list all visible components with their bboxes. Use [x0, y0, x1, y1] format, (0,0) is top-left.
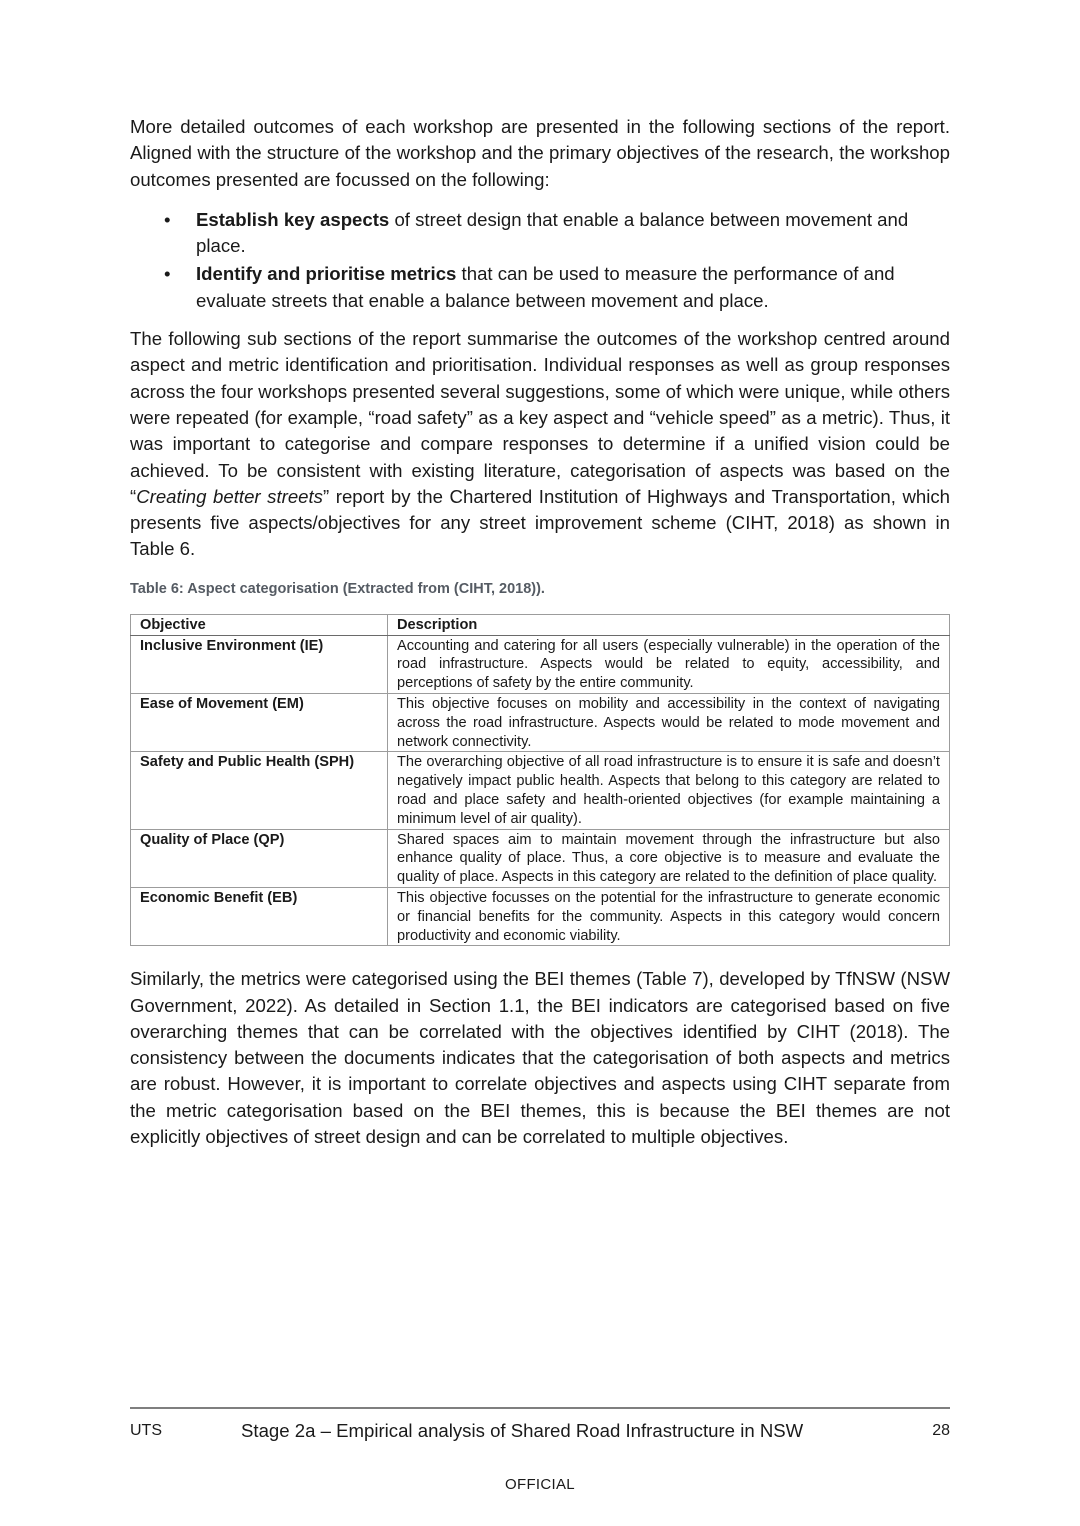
footer-org: UTS	[130, 1422, 162, 1439]
closing-paragraph: Similarly, the metrics were categorised using the BEI themes (Table 7), developed by TfNSW (NSW Government, 2022). As detailed in Section 1.1, the BEI indicators are categorised based on five overarching themes that can be correlated with the objectives identified by CIHT (2018). The consistency between the documents indicates that the categorisation of both aspects and metrics are robust. However, it is important to correlate objectives and aspects using CIHT separate from the metric categorisation based on the BEI themes, this is because the BEI themes are not explicitly objectives of street design and can be correlated to multiple objectives.	[130, 968, 950, 1148]
table-header-row	[131, 614, 950, 635]
document-page	[130, 114, 950, 1150]
bullet-bold-text: Identify and prioritise metrics	[196, 263, 457, 285]
objective-cell: Safety and Public Health (SPH)	[131, 752, 388, 829]
table-caption: Table 6: Aspect categorisation (Extracted from (CIHT, 2018)).	[130, 580, 545, 597]
body-paragraph-part: The following sub sections of the report summarise the outcomes of the workshop centred around aspect and metric identification and prioritisation. Individual responses as well as group responses across the four workshops presented several suggestions, some of which were unique, while others were repeated (for example, “road safety” as a key aspect and “vehicle speed” as a metric). Thus, it was important to categorise and compare responses to determine if a unified vision could be achieved. To be consistent with existing literature, categorisation of aspects was based on the “	[130, 328, 950, 507]
list-item	[130, 207, 950, 260]
page-number: 28	[932, 1422, 950, 1439]
report-title-italic: Creating better streets	[136, 485, 323, 507]
table-row	[131, 752, 950, 829]
objective-cell: Ease of Movement (EM)	[131, 693, 388, 751]
description-cell: The overarching objective of all road infrastructure is to ensure it is safe and doesn’t negatively impact public health. Aspects that belong to this category are related to road and place safety and health-oriented objectives (for example maintaining a minimum level of air quality).	[388, 752, 950, 829]
list-item	[130, 261, 950, 314]
description-cell: Accounting and catering for all users (especially vulnerable) in the operation of the road infrastructure. Aspects would be related to equity, accessibility, and perceptions of safety by the entire community.	[388, 635, 950, 693]
description-cell: This objective focusses on the potential for the infrastructure to generate economic or financial benefits for the community. Aspects in this category would concern productivity and economic viability.	[388, 887, 950, 945]
bullet-icon: •	[164, 208, 171, 230]
classification-label: OFFICIAL	[505, 1476, 575, 1493]
aspect-table	[130, 614, 950, 947]
objective-cell: Economic Benefit (EB)	[131, 887, 388, 945]
body-paragraph	[130, 326, 950, 563]
objective-cell: Inclusive Environment (IE)	[131, 635, 388, 693]
bullet-icon: •	[164, 263, 171, 285]
column-header-objective: Objective	[131, 614, 388, 635]
footer-divider	[130, 1407, 950, 1409]
intro-paragraph: More detailed outcomes of each workshop are presented in the following sections of the report. Aligned with the structure of the workshop and the primary objectives of the research, the workshop outcomes presented are focussed on the following:	[130, 116, 950, 190]
bullet-text: that can be used to measure the performance of and evaluate streets that enable a balance between movement and place.	[196, 263, 895, 311]
description-cell: This objective focuses on mobility and accessibility in the context of navigating across the road infrastructure. Aspects would be related to mode movement and network connectivity.	[388, 693, 950, 751]
body-paragraph-part: ” report by the Chartered Institution of Highways and Transportation, which presents five aspects/objectives for any street improvement scheme (CIHT, 2018) as shown in Table 6.	[130, 485, 950, 560]
footer-title: Stage 2a – Empirical analysis of Shared Road Infrastructure in NSW	[241, 1420, 804, 1441]
objective-cell: Quality of Place (QP)	[131, 829, 388, 887]
table-row	[131, 887, 950, 945]
bullet-bold-text: Establish key aspects	[196, 208, 390, 230]
description-cell: Shared spaces aim to maintain movement through the infrastructure but also enhance quality of place. Thus, a core objective is to measure and evaluate the quality of place. Aspects in this category are related to the definition of place quality.	[388, 829, 950, 887]
table-row	[131, 635, 950, 693]
bullet-text: of street design that enable a balance between movement and place.	[196, 208, 909, 257]
objectives-list	[130, 207, 950, 314]
column-header-description: Description	[388, 614, 950, 635]
table-row	[131, 693, 950, 751]
table-row	[131, 829, 950, 887]
